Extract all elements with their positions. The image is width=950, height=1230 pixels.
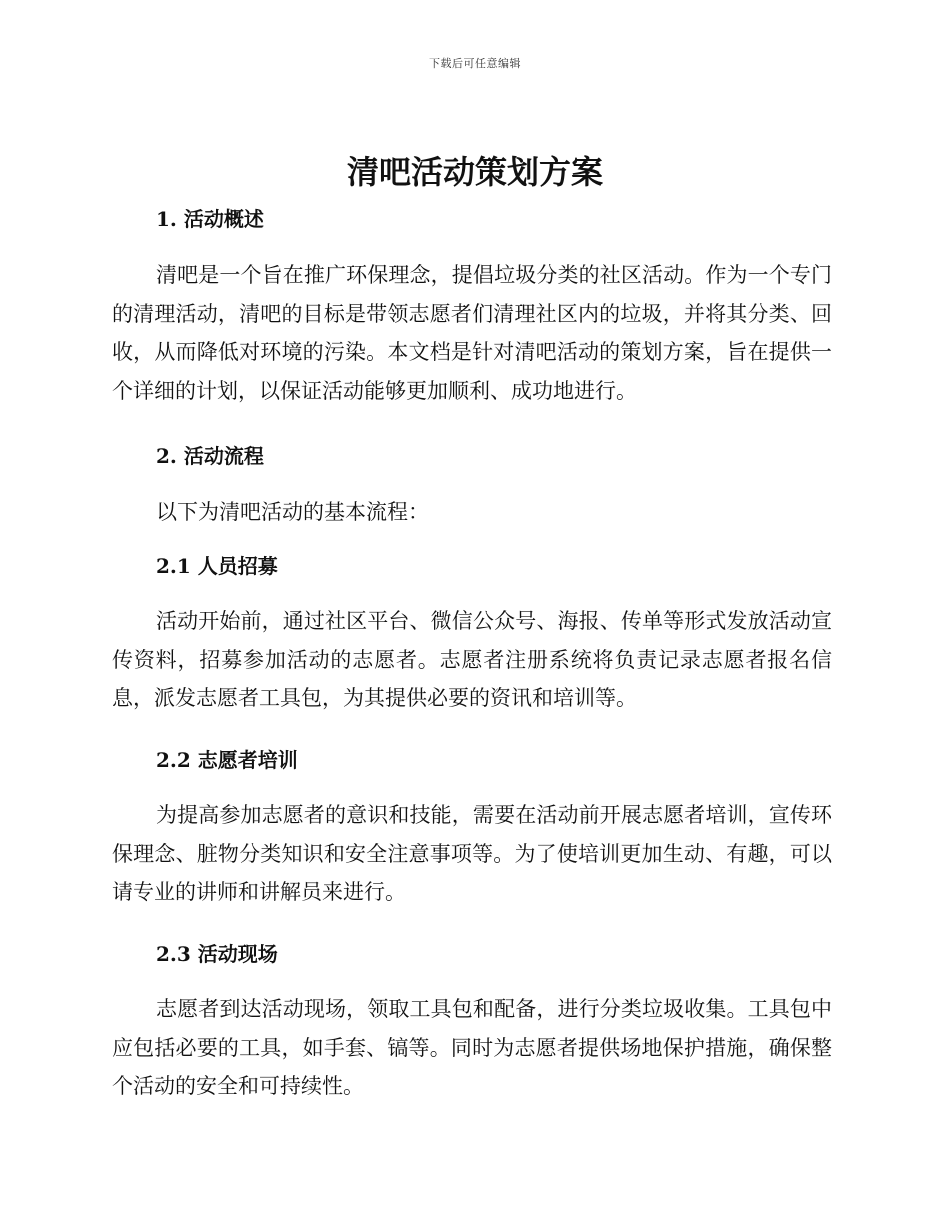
header-note: 下载后可任意编辑	[429, 57, 521, 70]
paragraph-process-intro: 以下为清吧活动的基本流程：	[156, 500, 429, 524]
section-heading-training: 2.2 志愿者培训	[156, 748, 298, 772]
section-heading-onsite: 2.3 活动现场	[156, 942, 278, 966]
paragraph-overview: 清吧是一个旨在推广环保理念，提倡垃圾分类的社区活动。作为一个专门的清理活动，清吧的目标是带领志愿者们清理社区内的垃圾，并将其分类、回收，从而降低对环境的污染。本文档是针对清吧活动的策划方案，旨在提供一个详细的计划，以保证活动能够更加顺利、成功地进行。	[112, 263, 832, 403]
section-heading-overview: 1. 活动概述	[156, 207, 264, 231]
paragraph-recruitment: 活动开始前，通过社区平台、微信公众号、海报、传单等形式发放活动宣传资料，招募参加活动的志愿者。志愿者注册系统将负责记录志愿者报名信息，派发志愿者工具包，为其提供必要的资讯和培训等。	[112, 609, 832, 710]
section-heading-recruitment: 2.1 人员招募	[156, 554, 278, 578]
paragraph-training: 为提高参加志愿者的意识和技能，需要在活动前开展志愿者培训，宣传环保理念、脏物分类知识和安全注意事项等。为了使培训更加生动、有趣，可以请专业的讲师和讲解员来进行。	[112, 803, 832, 904]
paragraph-onsite: 志愿者到达活动现场，领取工具包和配备，进行分类垃圾收集。工具包中应包括必要的工具，如手套、镐等。同时为志愿者提供场地保护措施，确保整个活动的安全和可持续性。	[112, 997, 832, 1098]
document-title: 清吧活动策划方案	[346, 153, 603, 191]
section-heading-process: 2. 活动流程	[156, 444, 264, 468]
